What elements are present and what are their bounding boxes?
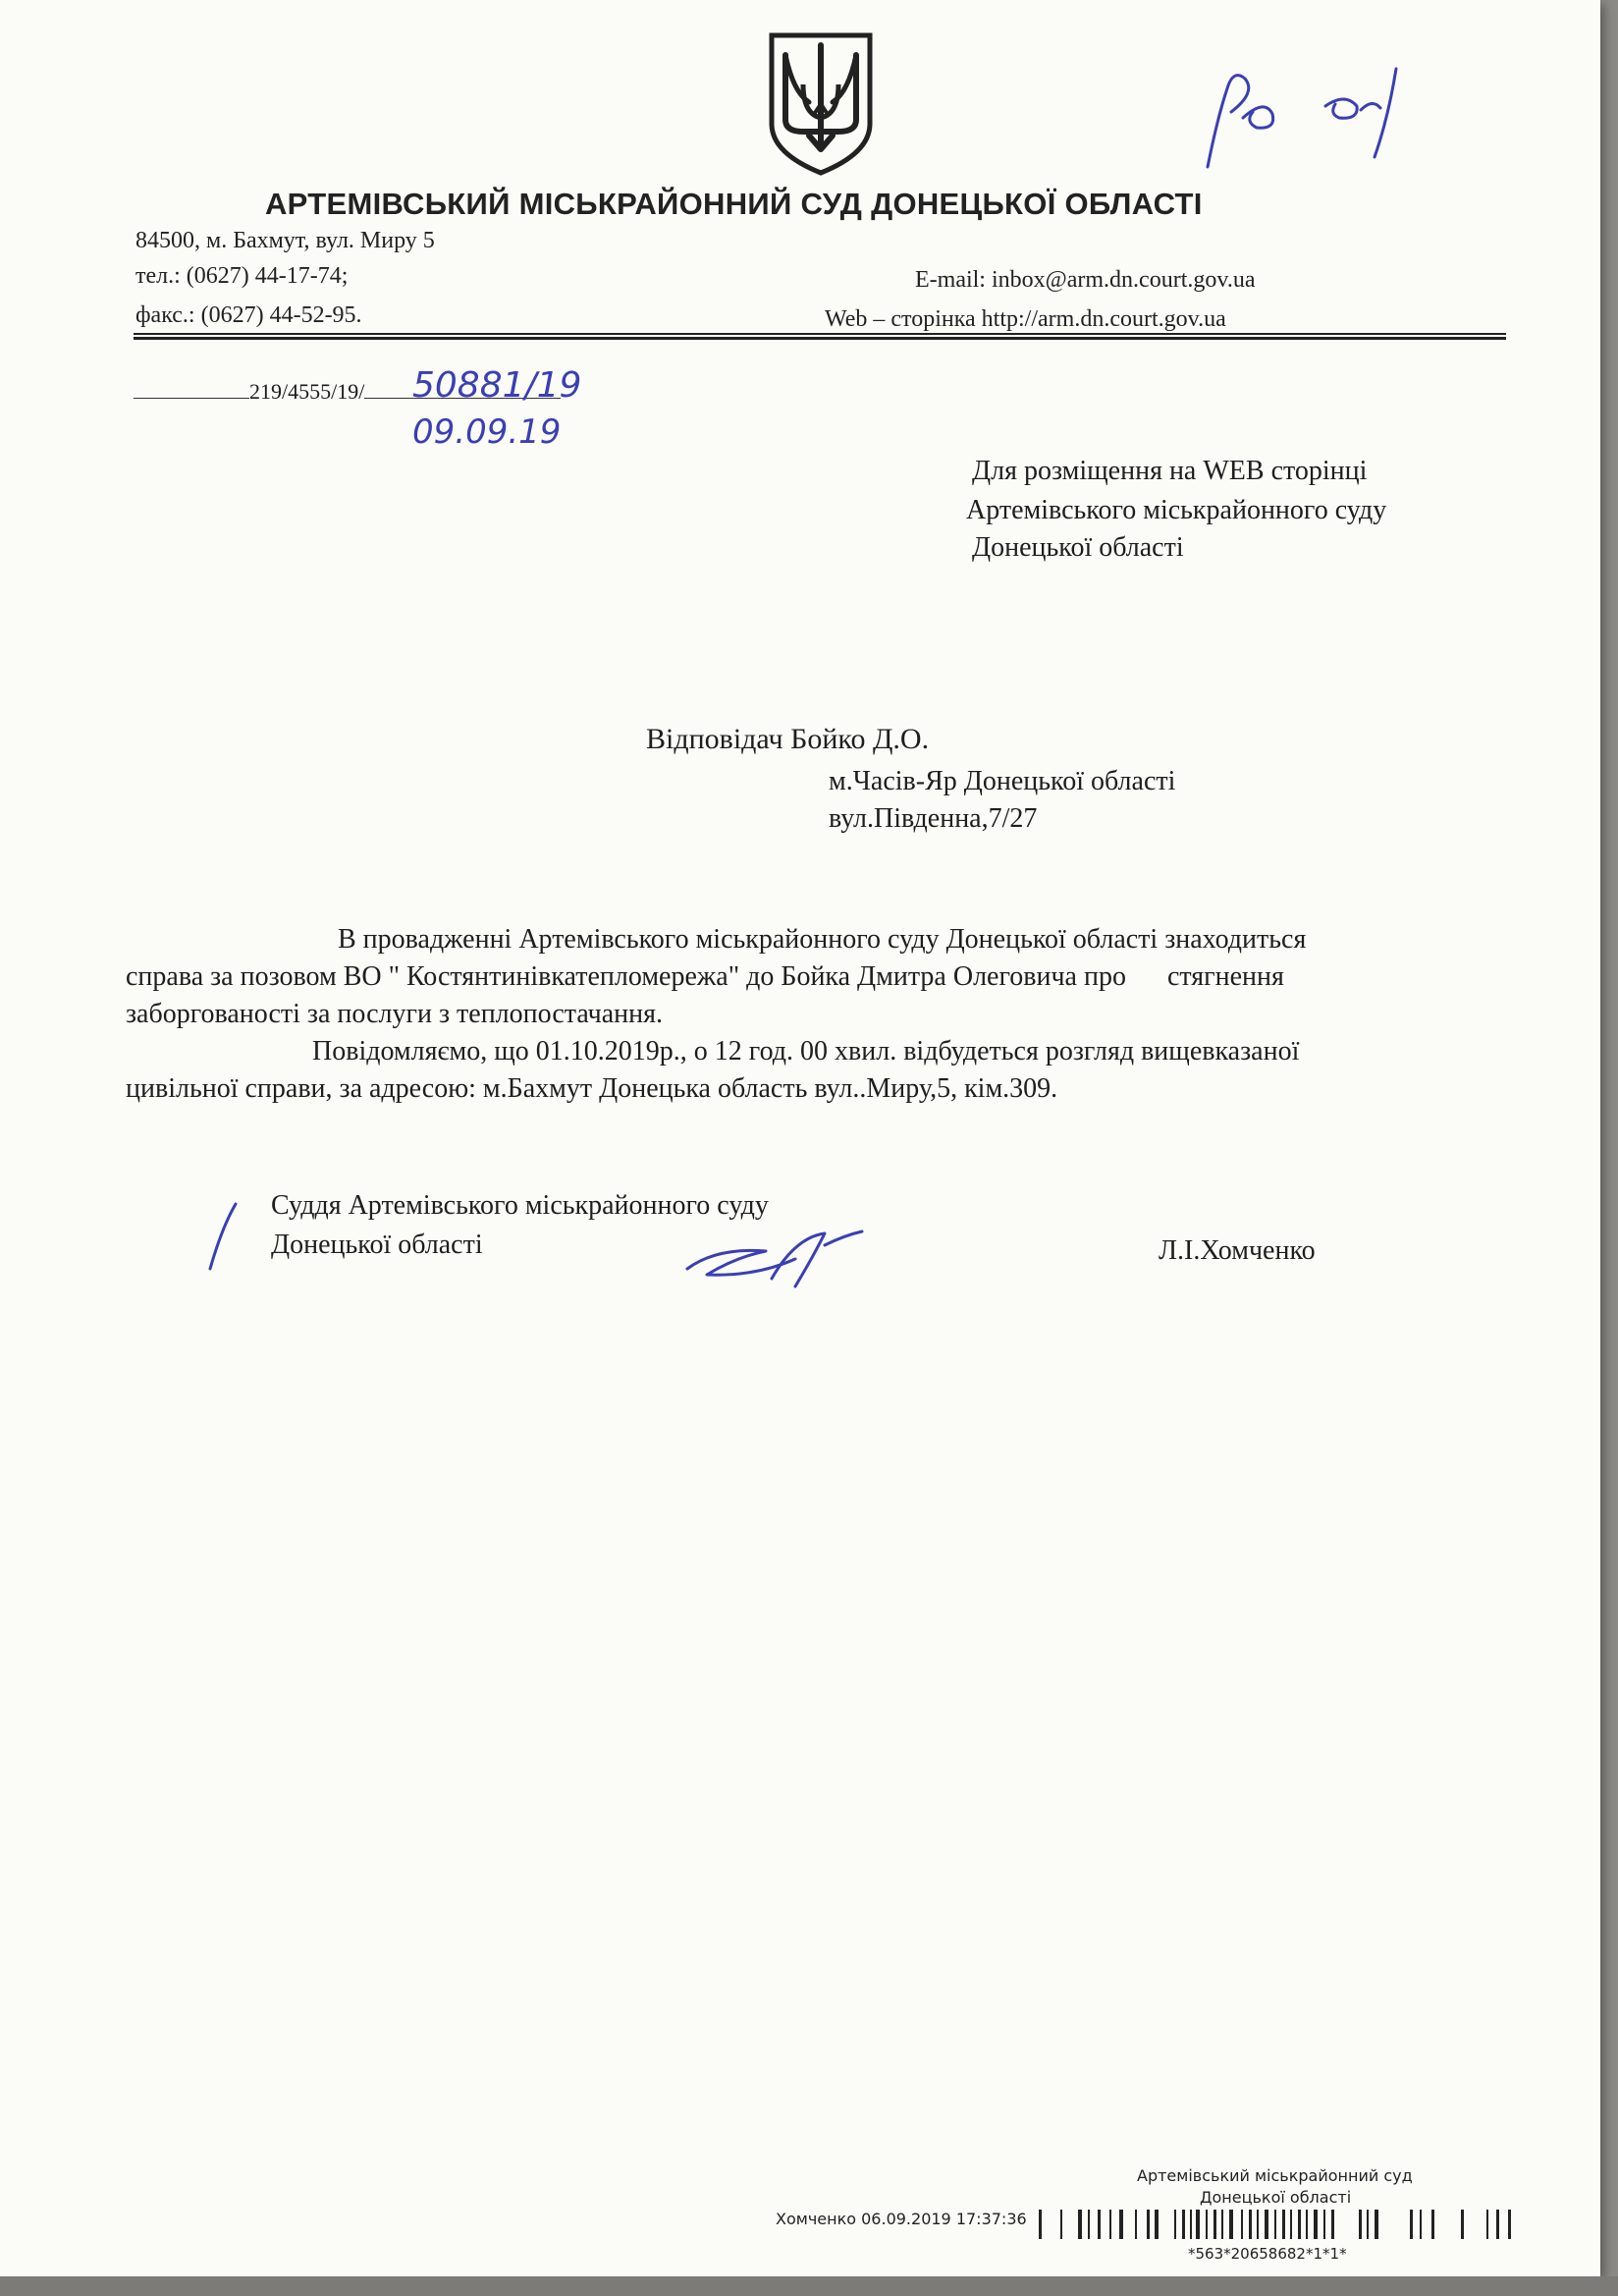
- barcode-code: *563*20658682*1*1*: [1188, 2245, 1347, 2263]
- notice-p1-line2: справа за позовом ВО " Костянтинівкатепломережа" до Бойка Дмитра Олеговича про стягнення: [126, 961, 1284, 992]
- stamp-signer-timestamp: Хомченко 06.09.2019 17:37:36: [776, 2210, 1027, 2228]
- scanner-bottom-edge: [0, 2276, 1618, 2296]
- judge-name: Л.І.Хомченко: [1159, 1235, 1316, 1266]
- signature-title-line1: Суддя Артемівського міськрайонного суду: [271, 1190, 769, 1221]
- header-divider-thin: [134, 333, 1506, 335]
- court-email: E-mail: inbox@arm.dn.court.gov.ua: [915, 267, 1256, 293]
- placement-note-line1: Для розміщення на WEB сторінці: [972, 456, 1368, 486]
- court-phone: тел.: (0627) 44-17-74;: [135, 263, 349, 289]
- placement-note-line3: Донецької області: [972, 532, 1184, 563]
- barcode-icon: [1039, 2204, 1516, 2247]
- addressee-city: м.Часів-Яр Донецької області: [829, 766, 1176, 796]
- notice-p2-line2: цивільної справи, за адресою: м.Бахмут Донецька область вул..Миру,5, кім.309.: [126, 1073, 1058, 1104]
- trident-coat-of-arms-icon: [764, 29, 878, 177]
- handwritten-reference-number: 50881/19: [412, 365, 582, 406]
- notice-paragraph-1: [126, 921, 1518, 1033]
- stamp-org-line2: Донецької області: [1200, 2188, 1352, 2207]
- signature-title-line2: Донецької області: [271, 1230, 483, 1260]
- addressee-street: вул.Південна,7/27: [829, 803, 1038, 834]
- handwritten-annotation-top: [1188, 59, 1414, 187]
- court-fax: факс.: (0627) 44-52-95.: [135, 302, 362, 328]
- header-divider-thick: [134, 337, 1506, 340]
- court-name-heading: АРТЕМІВСЬКИЙ МІСЬКРАЙОННИЙ СУД ДОНЕЦЬКОЇ ОБЛАСТІ: [265, 187, 1203, 221]
- notice-paragraph-2: [126, 1033, 1518, 1108]
- judge-signature: [677, 1218, 874, 1296]
- notice-p2-line1: Повідомляємо, що 01.10.2019р., о 12 год. 00 хвил. відбудеться розгляд вищевказаної: [312, 1036, 1300, 1066]
- notice-p1-line1: В провадженні Артемівського міськрайонного суду Донецької області знаходиться: [338, 924, 1307, 955]
- reference-blank-line: [134, 380, 249, 399]
- court-address: 84500, м. Бахмут, вул. Миру 5: [135, 228, 435, 253]
- placement-note-line2: Артемівського міськрайонного суду: [966, 495, 1387, 525]
- court-website: Web – сторінка http://arm.dn.court.gov.ua: [825, 306, 1226, 332]
- handwritten-tick-mark: [196, 1198, 245, 1277]
- addressee-name: Відповідач Бойко Д.О.: [646, 723, 930, 755]
- handwritten-reference-date: 09.09.19: [412, 412, 562, 452]
- notice-p1-line3: заборгованості за послуги з теплопостачання.: [126, 999, 663, 1029]
- reference-number-prefix: 219/4555/19/: [249, 379, 365, 404]
- stamp-org-line1: Артемівський міськрайонний суд: [1137, 2166, 1413, 2185]
